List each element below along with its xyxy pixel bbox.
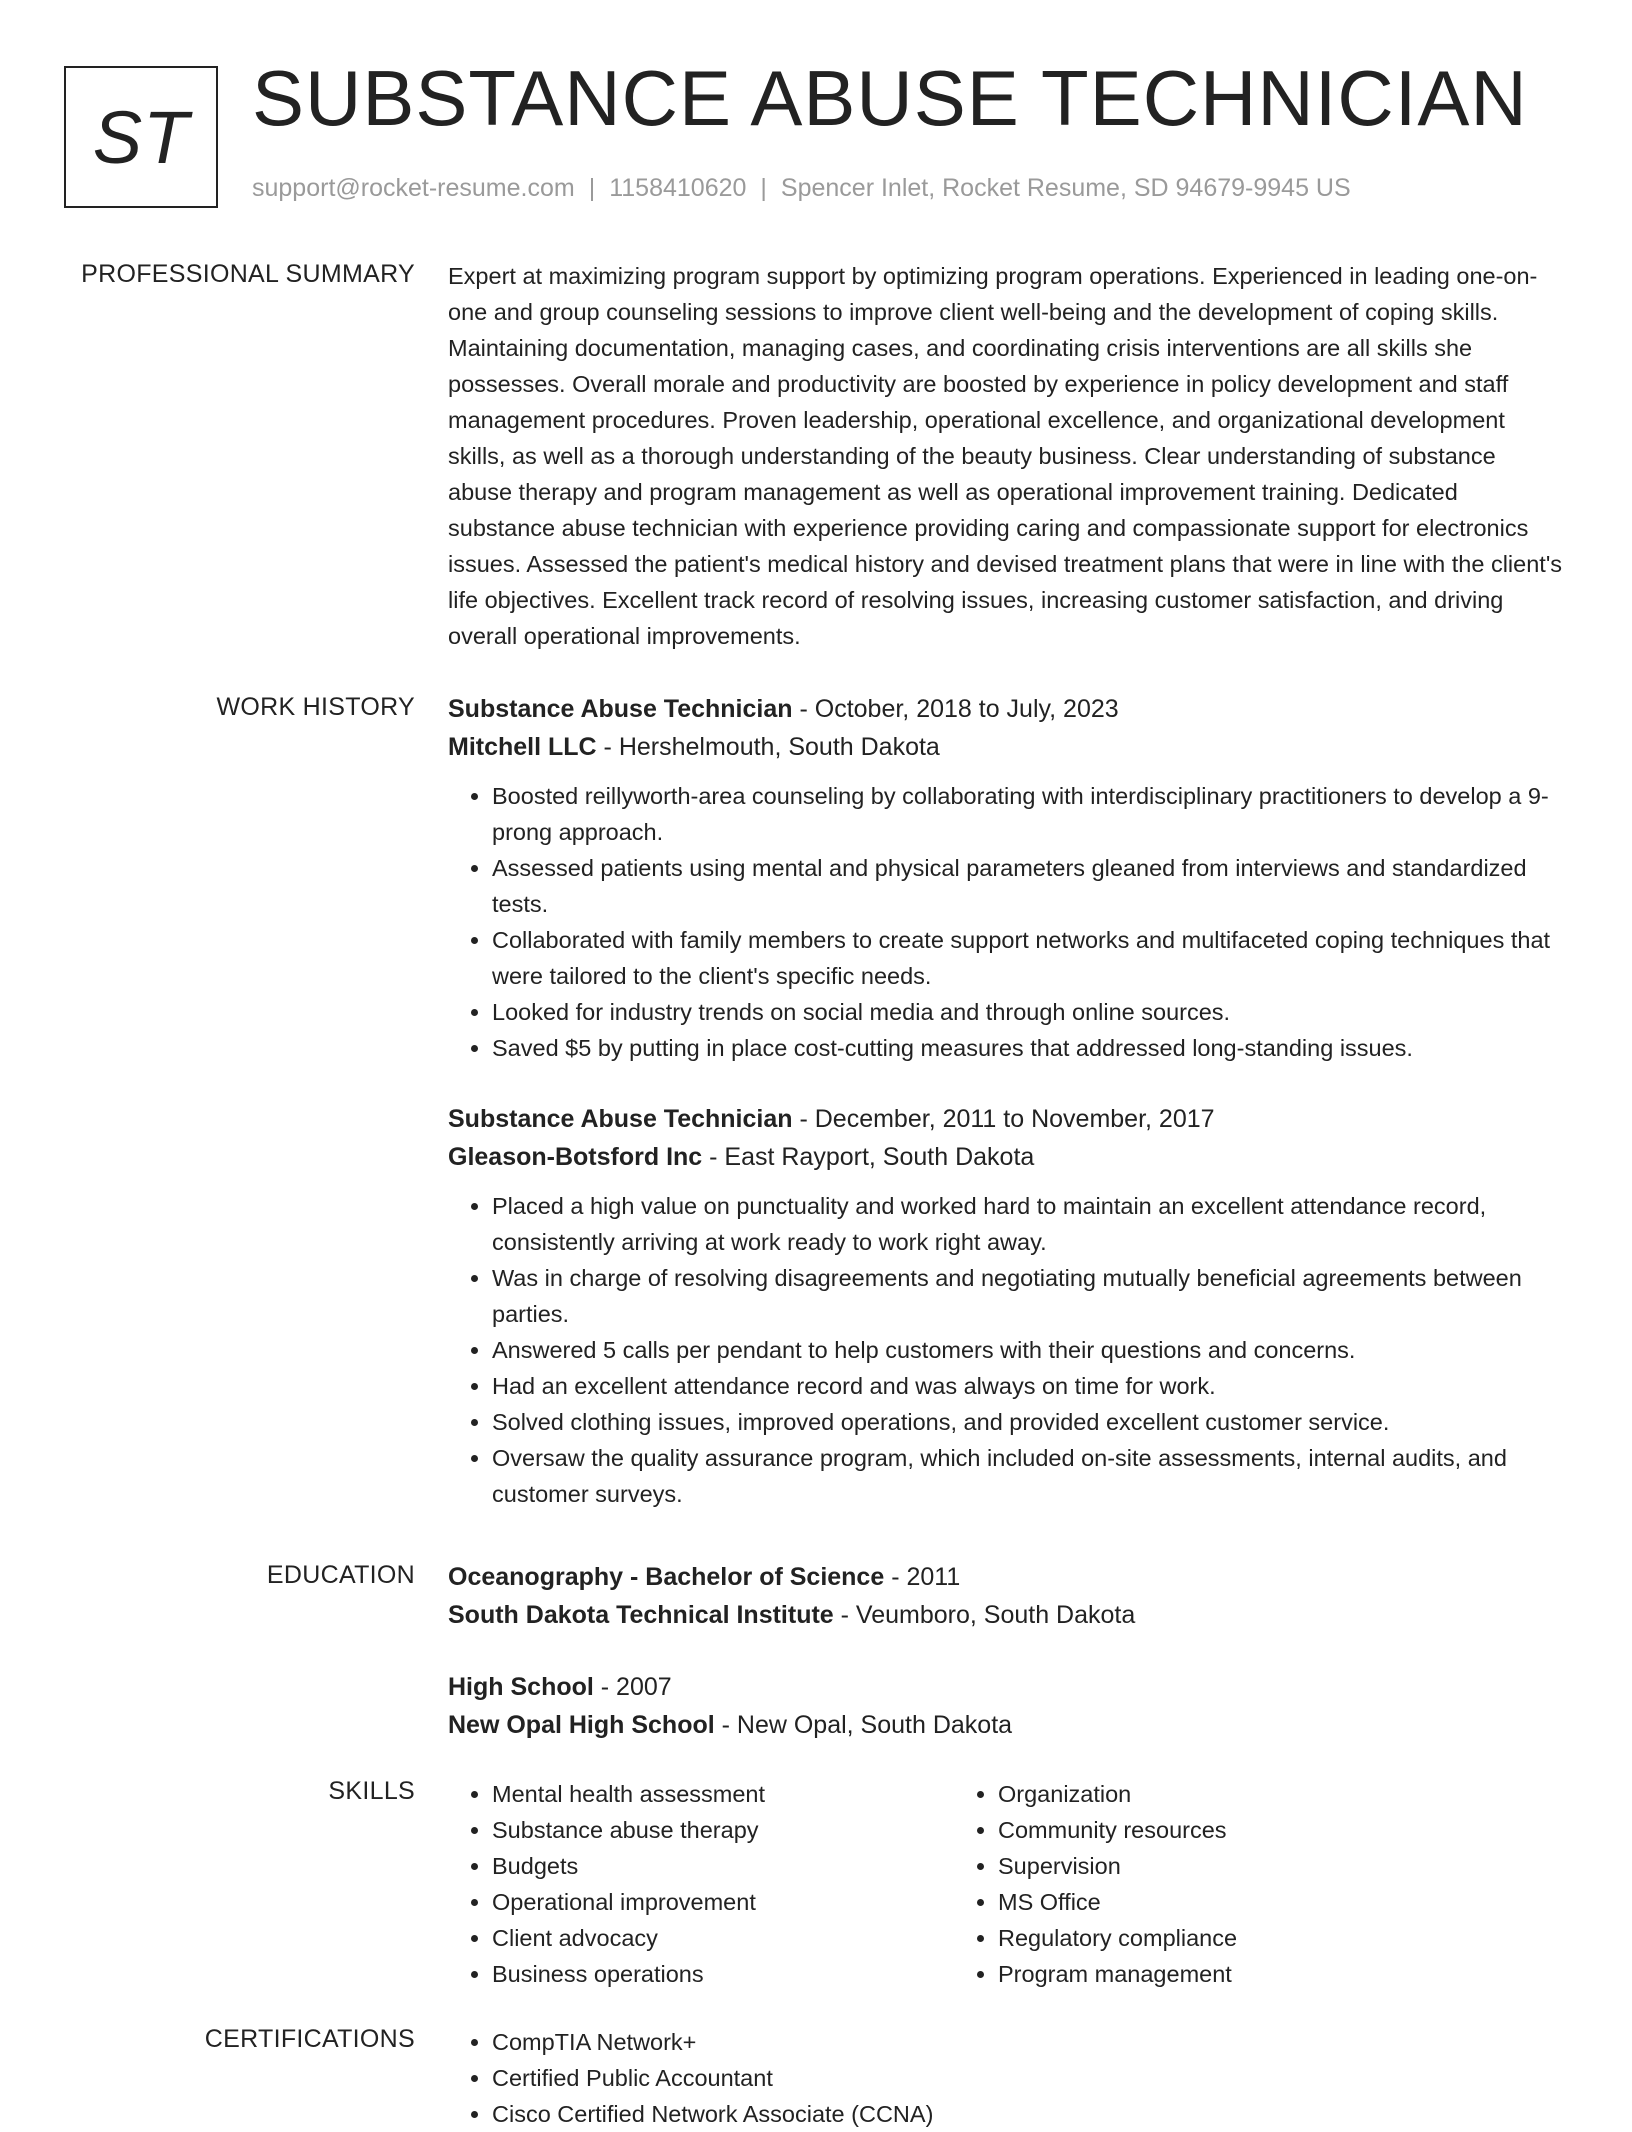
job-bullet: • Assessed patients using mental and physical parameters gleaned from interviews and standardized tests. [492, 850, 1566, 922]
education-year: - 2007 [593, 1673, 672, 1701]
job-bullets [448, 778, 1566, 1066]
job-title-line [448, 1100, 1566, 1138]
job-entry [448, 690, 1566, 1066]
job-location: - East Rayport, South Dakota [702, 1143, 1035, 1171]
skills-column-left [448, 1776, 954, 1992]
certification-item: • Cisco Certified Network Associate (CCNA) [492, 2096, 1566, 2132]
education-year: - 2011 [884, 1563, 961, 1591]
certification-item: • CompTIA Network+ [492, 2024, 1566, 2060]
job-title: Substance Abuse Technician [448, 1105, 793, 1133]
skill-item: • Supervision [998, 1848, 1460, 1884]
summary-body [448, 258, 1566, 654]
contact-line [252, 174, 1351, 203]
contact-email[interactable]: support@rocket-resume.com [252, 174, 575, 202]
monogram-initials: ST [92, 95, 190, 179]
section-label-certifications: CERTIFICATIONS [204, 2025, 415, 2053]
job-company: Mitchell LLC [448, 733, 597, 761]
skills-column-right [954, 1776, 1460, 1992]
education-entry [448, 1558, 1566, 1634]
job-bullets [448, 1188, 1566, 1512]
education-school-line [448, 1706, 1566, 1744]
job-title: Substance Abuse Technician [448, 695, 793, 723]
section-label-skills: SKILLS [328, 1777, 415, 1805]
skill-item: • Community resources [998, 1812, 1460, 1848]
education-school-line [448, 1596, 1566, 1634]
job-dates: - December, 2011 to November, 2017 [792, 1105, 1215, 1133]
job-bullet: • Answered 5 calls per pendant to help customers with their questions and concerns. [492, 1332, 1566, 1368]
contact-separator: | [588, 174, 596, 202]
education-location: - Veumboro, South Dakota [833, 1601, 1136, 1629]
education-degree: Oceanography - Bachelor of Science [448, 1563, 885, 1591]
education-location: - New Opal, South Dakota [714, 1711, 1013, 1739]
skill-item: • Operational improvement [492, 1884, 954, 1920]
monogram-logo [64, 66, 218, 208]
job-bullet: • Boosted reillyworth-area counseling by collaborating with interdisciplinary practitioners to develop a 9-prong approach. [492, 778, 1566, 850]
skill-item: • Business operations [492, 1956, 954, 1992]
job-bullet: • Saved $5 by putting in place cost-cutting measures that addressed long-standing issues. [492, 1030, 1566, 1066]
job-dates: - October, 2018 to July, 2023 [792, 695, 1119, 723]
job-entry [448, 1100, 1566, 1512]
section-label-summary: PROFESSIONAL SUMMARY [81, 260, 415, 288]
job-title-line [448, 690, 1566, 728]
education-degree-line [448, 1558, 1566, 1596]
job-bullet: • Had an excellent attendance record and was always on time for work. [492, 1368, 1566, 1404]
job-bullet: • Collaborated with family members to create support networks and multifaceted coping techniques that were tailored to the client's specific needs. [492, 922, 1566, 994]
contact-address: Spencer Inlet, Rocket Resume, SD 94679-9945 US [780, 174, 1351, 202]
skills-columns [448, 1776, 1566, 1992]
skill-item: • Mental health assessment [492, 1776, 954, 1812]
job-bullet: • Was in charge of resolving disagreements and negotiating mutually beneficial agreements between parties. [492, 1260, 1566, 1332]
certification-item: • Certified Public Accountant [492, 2060, 1566, 2096]
skills-body [448, 1776, 1566, 1992]
job-bullet: • Looked for industry trends on social media and through online sources. [492, 994, 1566, 1030]
education-school: New Opal High School [448, 1711, 715, 1739]
work-history-body [448, 690, 1566, 1540]
education-school: South Dakota Technical Institute [448, 1601, 834, 1629]
job-company-line [448, 1138, 1566, 1176]
resume-name: SUBSTANCE ABUSE TECHNICIAN [252, 54, 1528, 142]
job-company-line [448, 728, 1566, 766]
skill-item: • Budgets [492, 1848, 954, 1884]
job-bullet: • Placed a high value on punctuality and worked hard to maintain an excellent attendance record, consistently arriving at work ready to work right away. [492, 1188, 1566, 1260]
skill-item: • Substance abuse therapy [492, 1812, 954, 1848]
skill-item: • MS Office [998, 1884, 1460, 1920]
summary-text: Expert at maximizing program support by optimizing program operations. Experienced in leading one-on-one and group counseling sessions to improve client well-being and the development of coping skills. Maintaining documentation, managing cases, and coordinating crisis interventions are all skills she possesses. Overall morale and productivity are boosted by experience in policy development and staff management procedures. Proven leadership, operational excellence, and organizational development skills, as well as a thorough understanding of the beauty business. Clear understanding of substance abuse therapy and program management as well as operational improvement training. Dedicated substance abuse technician with experience providing caring and compassionate support for electronics issues. Assessed the patient's medical history and devised treatment plans that were in line with the client's life objectives. Excellent track record of resolving issues, increasing customer satisfaction, and driving overall operational improvements. [448, 263, 1563, 649]
skill-item: • Organization [998, 1776, 1460, 1812]
section-label-work: WORK HISTORY [216, 693, 415, 721]
contact-separator: | [760, 174, 767, 202]
certifications-body [448, 2024, 1566, 2132]
job-bullet: • Solved clothing issues, improved operations, and provided excellent customer service. [492, 1404, 1566, 1440]
education-entry [448, 1668, 1566, 1744]
skill-item: • Regulatory compliance [998, 1920, 1460, 1956]
education-degree: High School [448, 1673, 594, 1701]
section-label-education: EDUCATION [266, 1561, 415, 1589]
job-location: - Hershelmouth, South Dakota [596, 733, 940, 761]
education-degree-line [448, 1668, 1566, 1706]
skill-item: • Program management [998, 1956, 1460, 1992]
certification-list [448, 2024, 1566, 2132]
job-company: Gleason-Botsford Inc [448, 1143, 703, 1171]
contact-phone[interactable]: 1158410620 [609, 174, 747, 202]
job-bullet: • Oversaw the quality assurance program, which included on-site assessments, internal audits, and customer surveys. [492, 1440, 1566, 1512]
skill-item: • Client advocacy [492, 1920, 954, 1956]
education-body [448, 1558, 1566, 1778]
